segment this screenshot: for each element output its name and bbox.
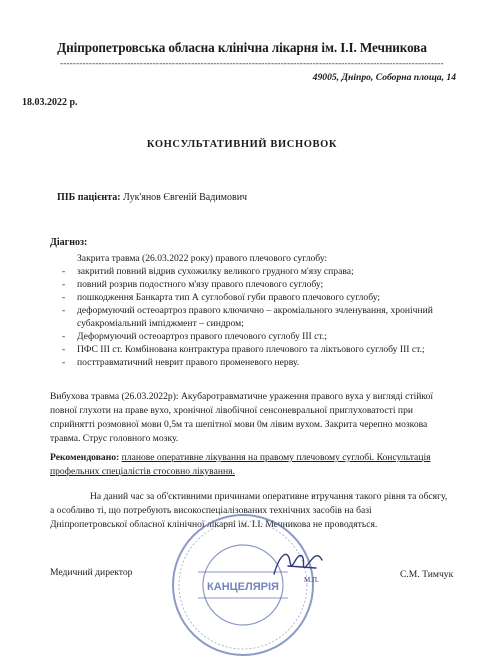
patient-line <box>57 192 247 203</box>
document-title: КОНСУЛЬТАТИВНИЙ ВИСНОВОК <box>146 139 338 150</box>
diagnosis-item <box>50 278 450 291</box>
diagnosis-block <box>50 252 450 369</box>
header-separator: ------------------------------------------------------------------------------------------------------------------------ <box>60 58 444 68</box>
diagnosis-item-text: посттравматичний неврит правого променевого нерву. <box>77 357 300 368</box>
diagnosis-item-text: повний розрив подостного м'язу правого плечового суглобу; <box>77 279 324 290</box>
patient-name: Лук'янов Євгеній Вадимович <box>123 192 248 203</box>
recommendation-text: планове оперативне лікування на правому плечовому суглобі. Консультація профельних спеціалістів стосовно лікування. <box>50 452 431 477</box>
diagnosis-item-text: Деформуючий остеоартроз правого плечового суглобу ІІІ ст.; <box>77 331 327 342</box>
list-dash: - <box>62 292 66 303</box>
list-dash: - <box>62 266 66 277</box>
diagnosis-item <box>50 343 450 356</box>
patient-label: ПІБ пацієнта: <box>57 192 121 203</box>
diagnosis-item-text: пошкодження Банкарта тип А суглобової губи правого плечового суглобу; <box>77 292 381 303</box>
document-date: 18.03.2022 р. <box>22 97 78 108</box>
diagnosis-item <box>50 356 450 369</box>
director-title: Медичний директор <box>50 567 133 578</box>
list-dash: - <box>62 305 66 316</box>
list-dash: - <box>62 279 66 290</box>
trauma-paragraph: Вибухова травма (26.03.2022р): Акубаротравматичне ураження правого вуха у вигляді стійкої повної глухоти на праве вухо, хронічної лівобічної сенсоневральної приглуховатості при сприйнятті розмовної мови 0,5м та шепітної мови 0м лівим вухом. Закрита черепно мозкова травма. Струс головного мозку. <box>50 391 434 444</box>
conclusion-paragraph: На даний час за об'єктивними причинами оперативне втручання такого рівня та обсягу, а особливо ті, що потребують високоспеціалізованих технічних засобів на базі Дніпропетровської обласної клінічної лікарні ім. І.І. Мечникова не проводяться. <box>50 491 448 530</box>
diagnosis-item <box>50 265 450 278</box>
diagnosis-item-text: ПФС ІІІ ст. Комбінована контрактура правого плечового та ліктьового суглобу ІІІ ст.; <box>77 344 425 355</box>
list-dash: - <box>62 344 66 355</box>
diagnosis-item-text: закритий повний відрив сухожилку великого грудного м'язу справа; <box>77 266 354 277</box>
handwritten-signature <box>268 544 328 584</box>
diagnosis-item <box>50 304 450 330</box>
recommendation <box>50 451 450 479</box>
diagnosis-intro: Закрита травма (26.03.2022 року) правого плечового суглобу: <box>77 253 328 264</box>
stamp-center-text: КАНЦЕЛЯРІЯ <box>207 581 279 593</box>
hospital-address: 49005, Дніпро, Соборна площа, 14 <box>312 72 456 83</box>
office-stamp <box>168 510 318 660</box>
list-dash: - <box>62 331 66 342</box>
list-dash: - <box>62 357 66 368</box>
director-name: С.М. Тимчук <box>400 569 454 580</box>
diagnosis-label: Діагноз: <box>50 237 88 248</box>
diagnosis-item-text: деформуючий остеоартроз правого ключично – акроміального зчленування, хронічний субакроміальний імпіджмент – синдром; <box>77 305 433 329</box>
recommendation-label: Рекомендовано: <box>50 452 120 463</box>
diagnosis-item <box>50 330 450 343</box>
hospital-name: Дніпропетровська обласна клінічна лікарня ім. І.І. Мечникова <box>57 40 427 55</box>
stamp-mp-text: М.П. <box>304 576 319 584</box>
diagnosis-item <box>50 291 450 304</box>
